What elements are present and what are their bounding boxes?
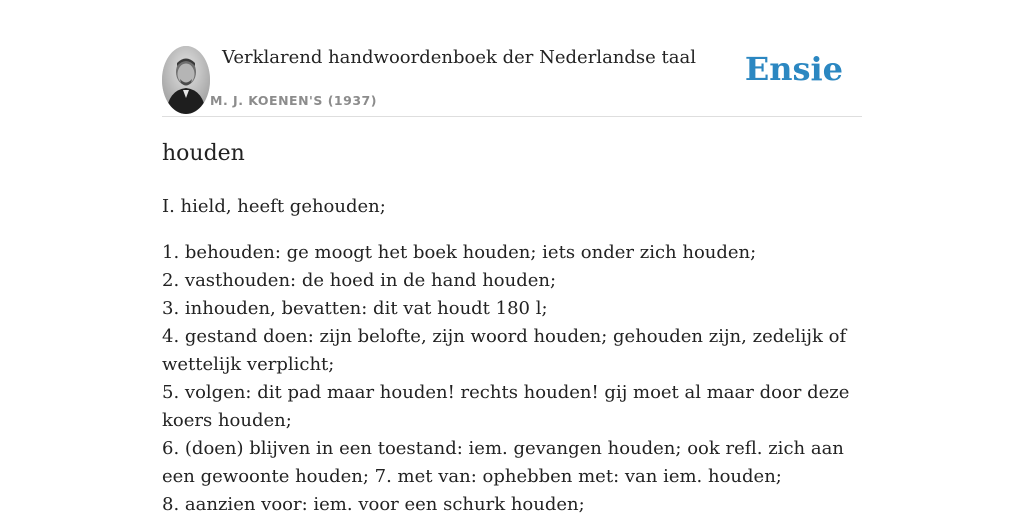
definition-item: 3. inhouden, bevatten: dit vat houdt 180 l; [162, 298, 548, 319]
ensie-logo-link[interactable]: Ensie [744, 50, 843, 88]
headword: houden [162, 141, 245, 166]
book-title: Verklarend handwoordenboek der Nederlandse taal [222, 47, 696, 68]
grammatical-forms: I. hield, heeft gehouden; [162, 196, 386, 217]
definition-item: 5. volgen: dit pad maar houden! rechts houden! gij moet al maar door deze koers houden; [162, 382, 850, 431]
author-label: M. J. KOENEN'S (1937) [210, 93, 377, 108]
definition-item: 1. behouden: ge moogt het boek houden; iets onder zich houden; [162, 242, 757, 263]
site-header [162, 44, 862, 117]
definitions-list [162, 239, 862, 519]
definition-item: 8. aanzien voor: iem. voor een schurk houden; [162, 494, 585, 515]
author-portrait-icon [162, 46, 210, 114]
definition-item: 2. vasthouden: de hoed in de hand houden; [162, 270, 557, 291]
definition-item: 6. (doen) blijven in een toestand: iem. gevangen houden; ook refl. zich aan een gewoonte houden; 7. met van: ophebben met: van iem. houden; [162, 438, 844, 487]
definition-item: 4. gestand doen: zijn belofte, zijn woord houden; gehouden zijn, zedelijk of wettelijk verplicht; [162, 326, 847, 375]
entry-content [162, 136, 862, 515]
